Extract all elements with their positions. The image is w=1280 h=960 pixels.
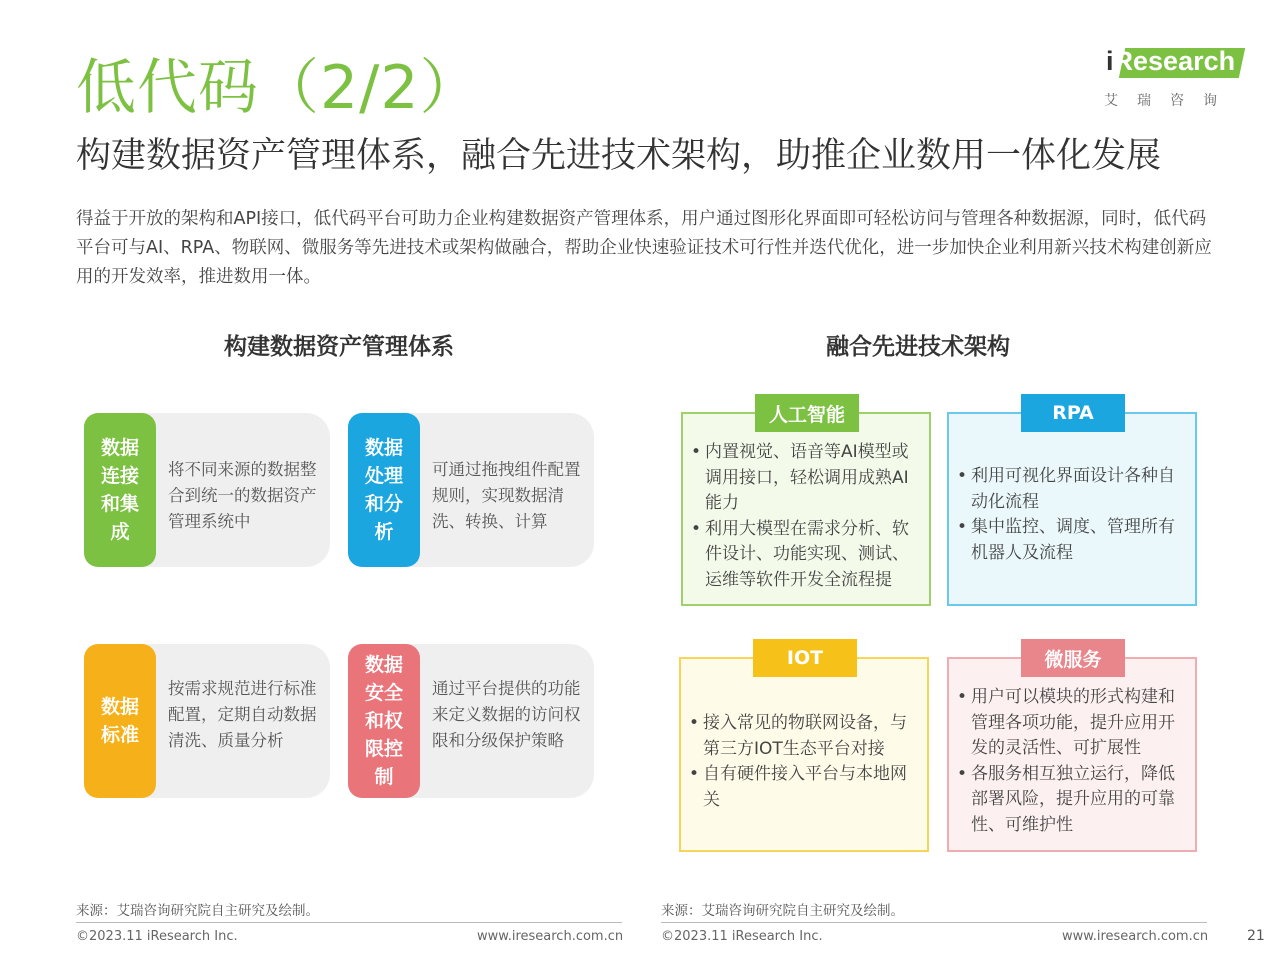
logo-chinese-name: 艾瑞咨询: [1104, 93, 1236, 109]
card-tag: 数据处理和分析: [348, 413, 420, 567]
iresearch-logo: [1100, 42, 1246, 116]
box-ai-list: [691, 440, 919, 593]
footer-divider-right: [661, 922, 1207, 923]
list-item: • 各服务相互独立运行，降低部署风险，提升应用的可靠性、可维护性: [957, 762, 1185, 839]
box-rpa-list: [957, 464, 1185, 566]
card-data-integration: [84, 413, 330, 567]
left-section-title: 构建数据资产管理体系: [224, 334, 454, 360]
website-left[interactable]: www.iresearch.com.cn: [477, 929, 624, 944]
box-iot-list: [689, 711, 917, 813]
page-subtitle: 构建数据资产管理体系，融合先进技术架构，助推企业数用一体化发展: [76, 136, 1162, 176]
list-item: • 内置视觉、语音等AI模型或调用接口，轻松调用成熟AI能力: [691, 440, 919, 517]
box-microservice: [947, 648, 1197, 852]
card-data-standard: [84, 644, 330, 798]
list-item: • 自有硬件接入平台与本地网关: [689, 762, 917, 813]
box-iot: [679, 647, 929, 852]
page-title: 低代码（2/2）: [76, 53, 481, 123]
card-data-processing: [348, 413, 594, 567]
intro-paragraph: 得益于开放的架构和API接口，低代码平台可助力企业构建数据资产管理体系，用户通过图形化界面即可轻松访问与管理各种数据源，同时，低代码平台可与AI、RPA、物联网、微服务等先进技术或架构做融合，帮助企业快速验证技术可行性并迭代优化，进一步加快企业利用新兴技术构建创新应用的开发效率，推进数用一体。: [76, 209, 1212, 287]
box-rpa: [947, 402, 1197, 606]
box-label-rpa: RPA: [1021, 394, 1125, 432]
box-microservice-list: [957, 685, 1185, 838]
card-description: 可通过拖拽组件配置规则，实现数据清洗、转换、计算: [432, 460, 581, 531]
copyright-left: ©2023.11 iResearch Inc.: [76, 929, 238, 944]
footer-divider-left: [76, 922, 622, 923]
list-item: • 利用大模型在需求分析、软件设计、功能实现、测试、运维等软件开发全流程提: [691, 517, 919, 594]
list-item: • 集中监控、调度、管理所有机器人及流程: [957, 515, 1185, 566]
source-note-right: 来源：艾瑞咨询研究院自主研究及绘制。: [661, 903, 904, 919]
card-description: 通过平台提供的功能来定义数据的访问权限和分级保护策略: [432, 679, 581, 750]
logo-wordmark: iResearch: [1106, 46, 1236, 76]
card-description: 按需求规范进行标准配置，定期自动数据清洗、质量分析: [168, 679, 317, 750]
card-tag: 数据连接和集成: [84, 413, 156, 567]
card-tag: 数据标准: [84, 644, 156, 798]
source-note-left: 来源：艾瑞咨询研究院自主研究及绘制。: [76, 903, 319, 919]
box-label-iot: IOT: [753, 639, 857, 677]
card-data-security: [348, 644, 594, 798]
card-tag: 数据安全和权限控制: [348, 644, 420, 798]
website-right[interactable]: www.iresearch.com.cn: [1062, 929, 1209, 944]
page-number: 21: [1247, 928, 1265, 944]
card-description: 将不同来源的数据整合到统一的数据资产管理系统中: [168, 460, 317, 531]
copyright-right: ©2023.11 iResearch Inc.: [661, 929, 823, 944]
box-ai: [681, 403, 931, 606]
list-item: • 利用可视化界面设计各种自动化流程: [957, 464, 1185, 515]
right-section-title: 融合先进技术架构: [826, 334, 1010, 360]
list-item: • 接入常见的物联网设备，与第三方IOT生态平台对接: [689, 711, 917, 762]
list-item: • 用户可以模块的形式构建和管理各项功能，提升应用开发的灵活性、可扩展性: [957, 685, 1185, 762]
box-label-ai: 人工智能: [755, 394, 859, 432]
box-label-microservice: 微服务: [1021, 639, 1125, 677]
